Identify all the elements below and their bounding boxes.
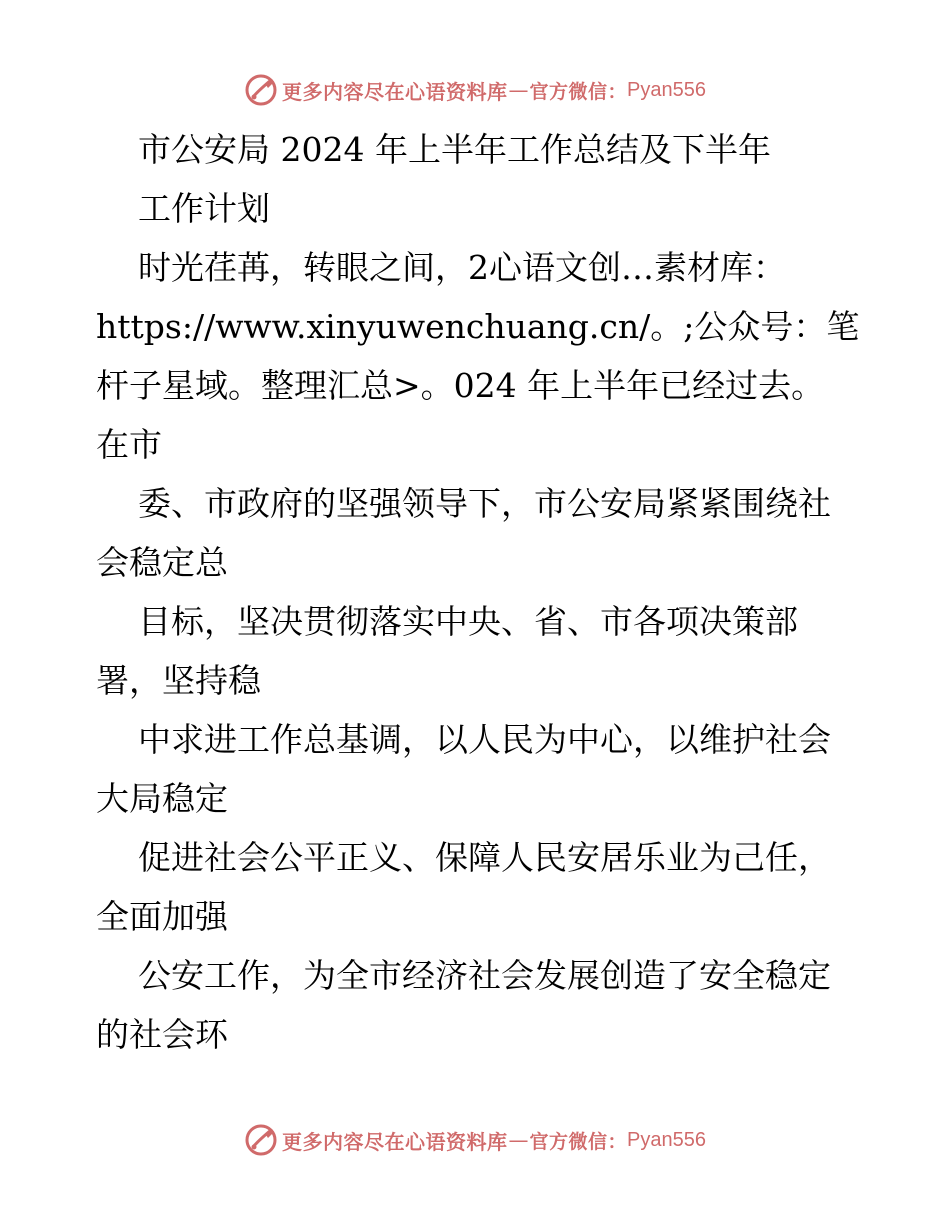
- body-line: 时光荏苒，转眼之间，2心语文创…素材库：: [138, 248, 786, 287]
- footer-watermark-banner: [0, 1120, 950, 1160]
- header-watermark-banner: [0, 70, 950, 110]
- banner-wechat-label: 官方微信：: [529, 1130, 628, 1153]
- body-line: 在市: [96, 425, 162, 464]
- body-line: 委、市政府的坚强领导下，市公安局紧紧围绕社: [138, 484, 831, 523]
- body-line: 署，坚持稳: [96, 661, 261, 700]
- banner-dash: —: [508, 1128, 529, 1152]
- banner-wechat-id: Pyan556: [627, 78, 706, 101]
- brush-logo-icon: [244, 1123, 278, 1157]
- banner-dash: —: [508, 78, 529, 102]
- body-line: 会稳定总: [96, 543, 228, 582]
- banner-main-text: 更多内容尽在心语资料库: [282, 79, 508, 104]
- banner-wechat-label: 官方微信：: [529, 80, 628, 103]
- body-line: 全面加强: [96, 897, 228, 936]
- banner-wechat-id: Pyan556: [627, 1128, 706, 1151]
- body-line: 目标，坚决贯彻落实中央、省、市各项决策部: [138, 602, 798, 641]
- body-line: 的社会环: [96, 1015, 228, 1054]
- body-line: 促进社会公平正义、保障人民安居乐业为己任，: [138, 838, 831, 877]
- banner-main-text: 更多内容尽在心语资料库: [282, 1129, 508, 1154]
- document-body: [96, 120, 876, 1064]
- brush-logo-icon: [244, 73, 278, 107]
- body-line: 公安工作，为全市经济社会发展创造了安全稳定: [138, 956, 831, 995]
- title-line-2: 工作计划: [138, 189, 270, 228]
- body-line: 中求进工作总基调，以人民为中心，以维护社会: [138, 720, 831, 759]
- body-line: 大局稳定: [96, 779, 228, 818]
- title-line-1: 市公安局 2024 年上半年工作总结及下半年: [138, 130, 771, 169]
- body-line: 杆子星域。整理汇总>。024 年上半年已经过去。: [96, 366, 825, 405]
- body-line: https://www.xinyuwenchuang.cn/。;公众号：笔: [96, 307, 860, 346]
